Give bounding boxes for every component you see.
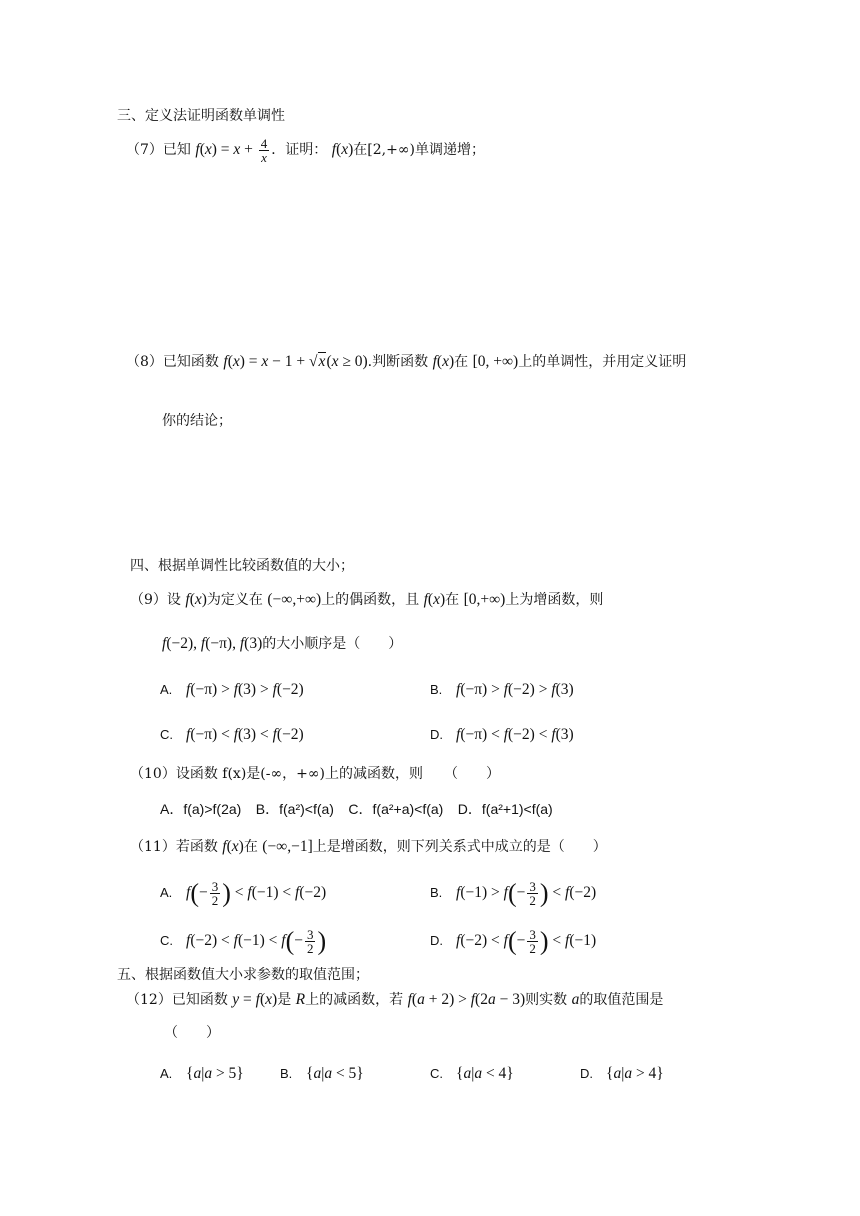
question-9: （9）设 f(x)为定义在 (−∞,+∞)上的偶函数，且 f(x)在 [0,+∞)上为增函数，则 [130, 591, 604, 608]
question-number: （12） [126, 992, 172, 1008]
formula: f(x) = x − 1 + √x(x ≥ 0) [223, 353, 368, 370]
option-b[interactable]: B．f(a²)<f(a) [255, 801, 334, 817]
option-d[interactable]: D. f(−π) < f(−2) < f(3) [430, 726, 574, 743]
option-d[interactable]: D. f(−2) < f(− $\frac{3}{2}$ ) < f(−1) [430, 926, 597, 956]
option-c[interactable]: C. {a|a < 4} [430, 1065, 514, 1082]
section-5-heading: 五、根据函数值大小求参数的取值范围； [117, 967, 369, 983]
option-b[interactable]: B. f(−π) > f(−2) > f(3) [430, 681, 574, 698]
section-4-heading: 四、根据单调性比较函数值的大小； [130, 558, 354, 574]
option-b[interactable]: B. f(−1) > f(− $\frac{3}{2}$ ) < f(−2) [430, 878, 597, 908]
question-8: （8）已知函数 f(x) = x − 1 + √x(x ≥ 0).判断函数 f(x)在 [0, +∞)上的单调性，并用定义证明 [126, 353, 687, 370]
question-number: （8） [126, 354, 163, 370]
option-a[interactable]: A. f(− $\frac{3}{2}$ ) < f(−1) < f(−2) [160, 878, 327, 908]
option-d[interactable]: D．f(a²+1)<f(a) [457, 801, 553, 817]
option-c[interactable]: C．f(a²+a)<f(a) [348, 801, 444, 817]
question-8-continued: 你的结论； [162, 413, 232, 429]
option-c[interactable]: C. f(−2) < f(−1) < f(− $\frac{3}{2}$ ) [160, 926, 327, 956]
question-10: （10）设函数 f(x)是(-∞，+∞)上的减函数，则 （ ） [130, 766, 500, 782]
question-9-continued: f(−2), f(−π), f(3)的大小顺序是（ ） [162, 635, 403, 652]
option-a[interactable]: A．f(a)>f(2a) [160, 801, 242, 817]
question-7: （7）已知 f(x) = x + $\frac{4}{x}$ ．证明： f(x)在[2,+∞)单调递增； [126, 136, 485, 165]
formula: f(x) = x + $\frac{4}{x}$ [195, 136, 268, 165]
question-number: （11） [130, 839, 176, 855]
question-number: （7） [126, 142, 163, 159]
question-12: （12）已知函数 y = f(x)是 R上的减函数，若 f(a + 2) > f(2a − 3)则实数 a的取值范围是 [126, 991, 664, 1008]
question-number: （9） [130, 592, 167, 608]
option-a[interactable]: A. {a|a > 5} [160, 1065, 244, 1082]
option-a[interactable]: A. f(−π) > f(3) > f(−2) [160, 681, 304, 698]
option-c[interactable]: C. f(−π) < f(3) < f(−2) [160, 726, 304, 743]
question-number: （10） [130, 766, 176, 782]
option-b[interactable]: B. {a|a < 5} [280, 1065, 364, 1082]
answer-blank: （ ） [164, 1025, 220, 1041]
question-10-options [160, 799, 553, 820]
question-11: （11）若函数 f(x)在 (−∞,−1]上是增函数，则下列关系式中成立的是（ ） [130, 838, 607, 855]
option-d[interactable]: D. {a|a > 4} [580, 1065, 664, 1082]
section-3-heading: 三、定义法证明函数单调性 [117, 108, 285, 124]
